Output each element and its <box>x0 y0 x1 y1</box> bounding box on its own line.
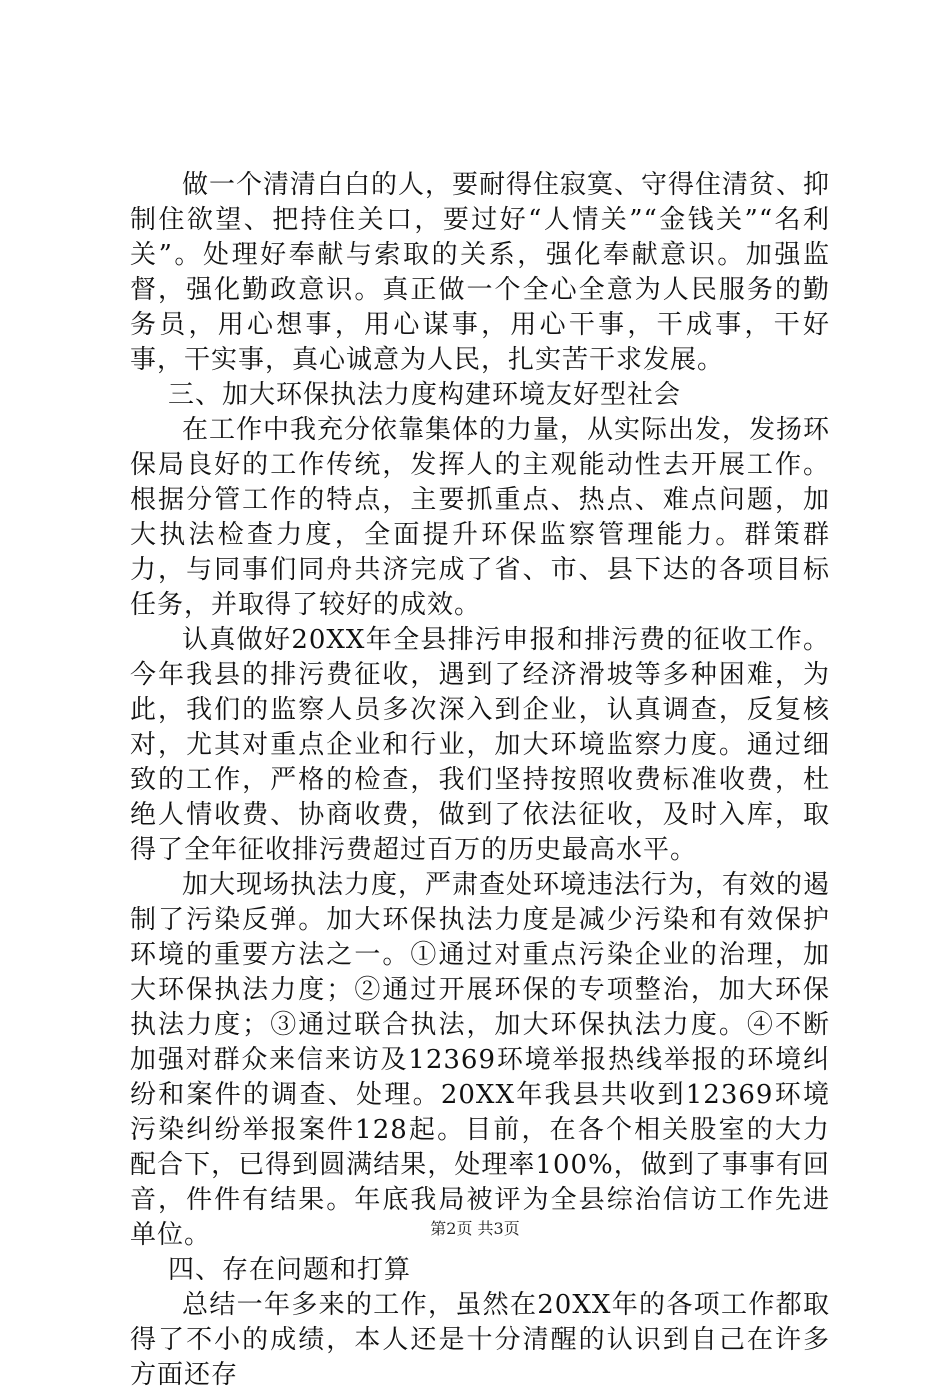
document-body <box>130 168 830 1393</box>
page-number-footer: 第2页 共3页 <box>430 1219 520 1238</box>
section-heading-3: 三、加大环保执法力度构建环境友好型社会 <box>168 380 682 410</box>
paragraph-teamwork: 在工作中我充分依靠集体的力量，从实际出发，发扬环保局良好的工作传统，发挥人的主观能动性去开展工作。根据分管工作的特点，主要抓重点、热点、难点问题，加大执法检查力度，全面提升环保监察管理能力。群策群力，与同事们同舟共济完成了省、市、县下达的各项目标任务，并取得了较好的成效。 <box>130 415 831 620</box>
paragraph-enforcement: 加大现场执法力度，严肃查处环境违法行为，有效的遏制了污染反弹。加大环保执法力度是减少污染和有效保护环境的重要方法之一。①通过对重点污染企业的治理，加大环保执法力度；②通过开展环保的专项整治，加大环保执法力度；③通过联合执法，加大环保执法力度。④不断加强对群众来信来访及12369环境举报热线举报的环境纠纷和案件的调查、处理。20XX年我县共收到12369环境污染纠纷举报案件128起。目前，在各个相关股室的大力配合下，已得到圆满结果，处理率100%，做到了事事有回音，件件有结果。年底我局被评为全县综治信访工作先进单位。 <box>130 870 831 1250</box>
paragraph-summary: 总结一年多来的工作，虽然在20XX年的各项工作都取得了不小的成绩，本人还是十分清醒的认识到自己在许多方面还存 <box>130 1290 830 1390</box>
paragraph-fee-collection: 认真做好20XX年全县排污申报和排污费的征收工作。今年我县的排污费征收，遇到了经济滑坡等多种困难，为此，我们的监察人员多次深入到企业，认真调查，反复核对，尤其对重点企业和行业，加大环境监察力度。通过细致的工作，严格的检查，我们坚持按照收费标准收费，杜绝人情收费、协商收费，做到了依法征收，及时入库，取得了全年征收排污费超过百万的历史最高水平。 <box>130 625 830 865</box>
section-heading-4: 四、存在问题和打算 <box>168 1255 412 1285</box>
paragraph-integrity: 做一个清清白白的人，要耐得住寂寞、守得住清贫、抑制住欲望、把持住关口，要过好“人情关”“金钱关”“名利关”。处理好奉献与索取的关系，强化奉献意识。加强监督，强化勤政意识。真正做一个全心全意为人民服务的勤务员，用心想事，用心谋事，用心干事，干成事，干好事，干实事，真心诚意为人民，扎实苦干求发展。 <box>130 170 831 375</box>
